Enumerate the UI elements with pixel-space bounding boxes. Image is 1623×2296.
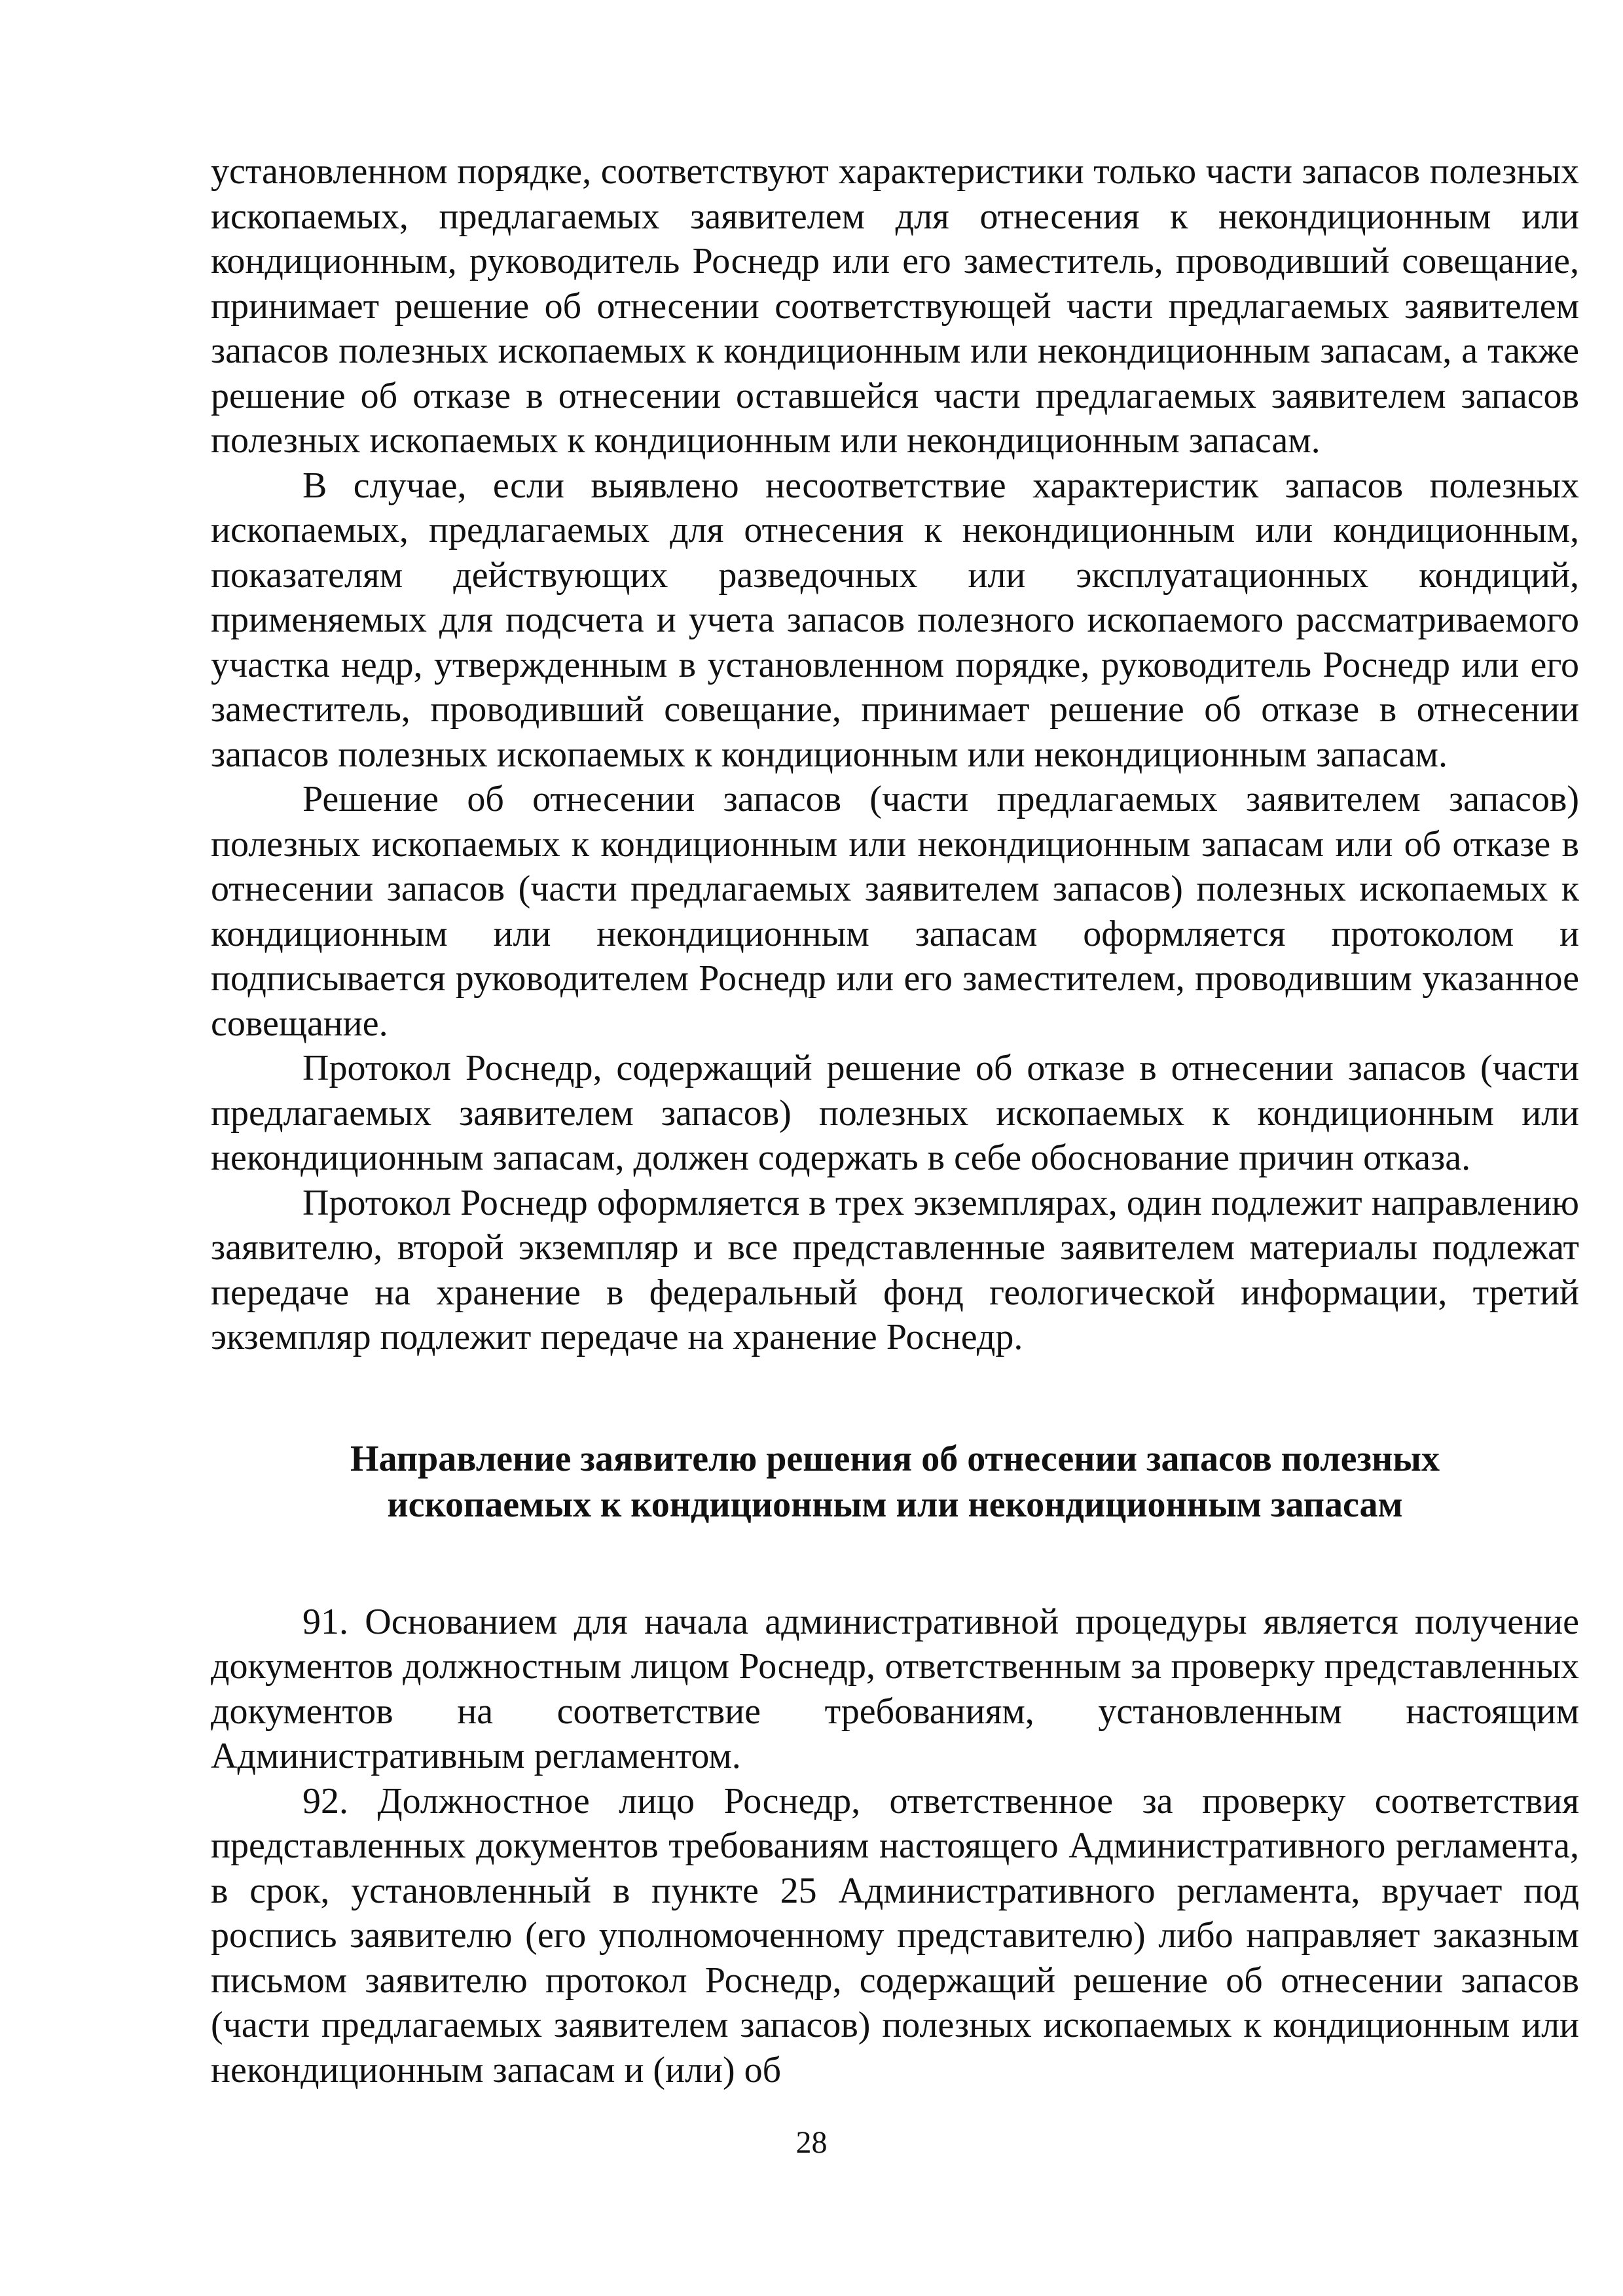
paragraph-decision-protocol: Решение об отнесении запасов (части предлагаемых заявителем запасов) полезных ископаемых к кондиционным или некондиционным запасам или об отказе в отнесении запасов (части предлагаемых заявителем запасов) полезных ископаемых к кондиционным или некондиционным запасам оформляется протоколом и подписывается руководителем Роснедр или его заместителем, проводившим указанное совещание.	[211, 779, 1579, 1044]
paragraph-item-92: 92. Должностное лицо Роснедр, ответственное за проверку соответствия представленных документов требованиям настоящего Административного регламента, в срок, установленный в пункте 25 Административного регламента, вручает под роспись заявителю (его уполномоченному представителю) либо направляет заказным письмом заявителю протокол Роснедр, содержащий решение об отнесении запасов (части предлагаемых заявителем запасов) полезных ископаемых к кондиционным или некондиционным запасам и (или) об	[211, 1780, 1579, 2090]
paragraph-protocol-copies: Протокол Роснедр оформляется в трех экземплярах, один подлежит направлению заявителю, второй экземпляр и все представленные заявителем материалы подлежат передаче на хранение в федеральный фонд геологической информации, третий экземпляр подлежит передаче на хранение Роснедр.	[211, 1182, 1579, 1357]
page-number: 28	[795, 2125, 828, 2160]
section-heading-line-1: Направление заявителю решения об отнесении запасов полезных	[350, 1438, 1440, 1479]
paragraph-refusal-justification: Протокол Роснедр, содержащий решение об отказе в отнесении запасов (части предлагаемых заявителем запасов) полезных ископаемых к кондиционным или некондиционным запасам, должен содержать в себе обоснование причин отказа.	[211, 1048, 1579, 1178]
section-heading	[211, 1436, 1579, 1528]
paragraph-item-91: 91. Основанием для начала административной процедуры является получение документов должностным лицом Роснедр, ответственным за проверку представленных документов на соответствие требованиям, установленным настоящим Административным регламентом.	[211, 1601, 1579, 1776]
section-heading-line-2: ископаемых к кондиционным или некондиционным запасам	[387, 1484, 1403, 1525]
page-body	[211, 149, 1579, 2092]
paragraph-mismatch-case: В случае, если выявлено несоответствие характеристик запасов полезных ископаемых, предлагаемых для отнесения к некондиционным или кондиционным, показателям действующих разведочных или эксплуатационных кондиций, применяемых для подсчета и учета запасов полезного ископаемого рассматриваемого участка недр, утвержденным в установленном порядке, руководитель Роснедр или его заместитель, проводивший совещание, принимает решение об отказе в отнесении запасов полезных ископаемых к кондиционным или некондиционным запасам.	[211, 465, 1579, 775]
paragraph-continuation: установленном порядке, соответствуют характеристики только части запасов полезных ископаемых, предлагаемых заявителем для отнесения к некондиционным или кондиционным, руководитель Роснедр или его заместитель, проводивший совещание, принимает решение об отнесении соответствующей части предлагаемых заявителем запасов полезных ископаемых к кондиционным или некондиционным запасам, а также решение об отказе в отнесении оставшейся части предлагаемых заявителем запасов полезных ископаемых к кондиционным или некондиционным запасам.	[211, 151, 1579, 461]
